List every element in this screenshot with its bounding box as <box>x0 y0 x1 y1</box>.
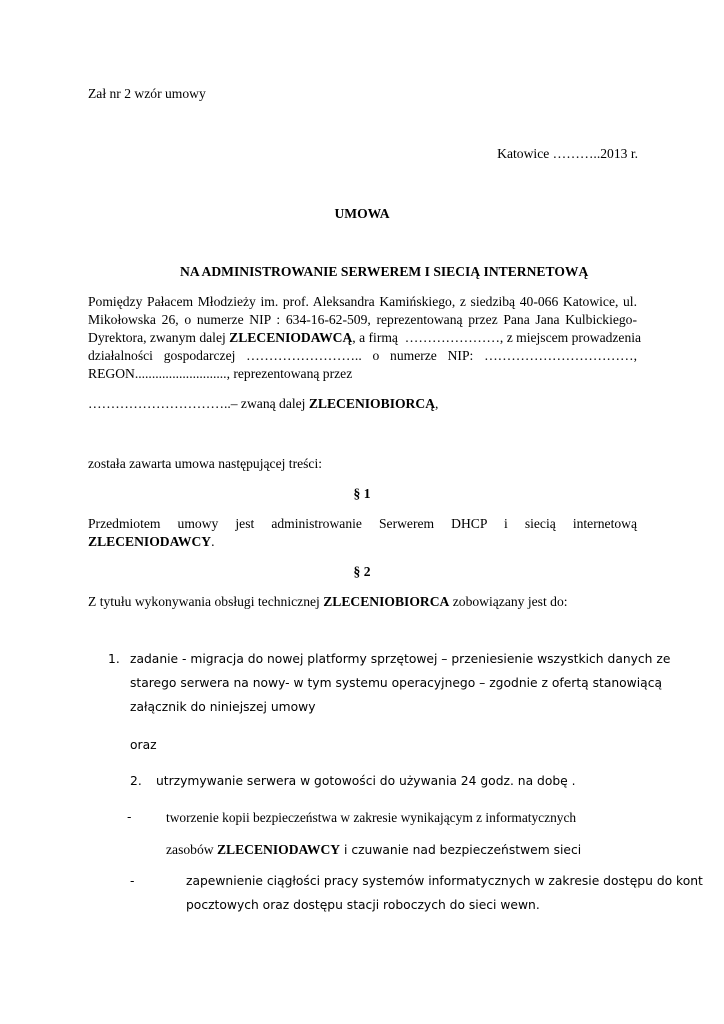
dash-2-line-2: pocztowych oraz dostępu stacji roboczych do sieci wewn. <box>186 898 540 912</box>
section-1-line-1: Przedmiotem umowy jest administrowanie Serwerem DHCP i siecią internetową <box>88 516 637 531</box>
parties-line-4: działalności gospodarczej …………………….. o numerze NIP: ……………………………, <box>88 348 637 363</box>
dash-2-bullet: - <box>130 874 135 888</box>
dash-1-line-1: tworzenie kopii bezpieczeństwa w zakresie wynikającym z informatycznych <box>166 810 577 825</box>
zleceniodawca-bold: ZLECENIODAWCĄ <box>229 330 353 345</box>
parties-line-1: Pomiędzy Pałacem Młodzieży im. prof. Aleksandra Kamińskiego, z siedzibą 40-066 Katowice, ul. <box>88 294 637 309</box>
section-1-heading: § 1 <box>353 486 371 501</box>
zleceniobiorca-bold: ZLECENIOBIORCĄ <box>308 396 436 411</box>
parties-line-2: Mikołowska 26, o numerze NIP : 634-16-62-509, reprezentowaną przez Pana Jana Kulbickiego- <box>88 312 637 327</box>
document-title: UMOWA <box>334 206 390 221</box>
dash-1-line-2: zasobów ZLECENIODAWCY i czuwanie nad bezpieczeństwem sieci <box>166 842 582 857</box>
parties-line-6: …………………………..– zwaną dalej ZLECENIOBIORCĄ, <box>88 396 439 411</box>
attachment-note: Zał nr 2 wzór umowy <box>88 86 206 101</box>
item-1-number: 1. <box>108 652 120 666</box>
section-1-line-2: ZLECENIODAWCY. <box>88 534 215 549</box>
zleceniodawcy-bold: ZLECENIODAWCY <box>88 534 212 549</box>
item-1-line-1: zadanie - migracja do nowej platformy sprzętowej – przeniesienie wszystkich danych ze <box>130 652 671 666</box>
dash-2-line-1: zapewnienie ciągłości pracy systemów informatycznych w zakresie dostępu do kont <box>186 874 703 888</box>
parties-line-3: Dyrektora, zwanym dalej ZLECENIODAWCĄ, a firmą …………………, z miejscem prowadzenia <box>88 330 642 345</box>
dash-1-bullet: - <box>127 810 132 824</box>
section-2-heading: § 2 <box>353 564 371 579</box>
contract-intro: została zawarta umowa następującej treści: <box>88 456 323 471</box>
item-1-line-2: starego serwera na nowy- w tym systemu operacyjnego – zgodnie z ofertą stanowiącą <box>130 676 662 690</box>
document-subtitle: NA ADMINISTROWANIE SERWEREM I SIECIĄ INTERNETOWĄ <box>180 264 589 279</box>
place-date: Katowice ………..2013 r. <box>497 146 638 161</box>
parties-line-5: REGON..........................., reprezentowaną przez <box>88 366 353 381</box>
item-2-number: 2. <box>130 774 142 788</box>
section-2-intro: Z tytułu wykonywania obsługi technicznej ZLECENIOBIORCA zobowiązany jest do: <box>88 594 568 609</box>
zleceniodawcy-bold-2: ZLECENIODAWCY <box>216 842 341 857</box>
item-1-line-3: załącznik do niniejszej umowy <box>130 700 316 714</box>
oraz-text: oraz <box>130 738 157 752</box>
item-2-text: utrzymywanie serwera w gotowości do używania 24 godz. na dobę . <box>156 774 576 788</box>
zleceniobiorca-bold-2: ZLECENIOBIORCA <box>323 594 450 609</box>
